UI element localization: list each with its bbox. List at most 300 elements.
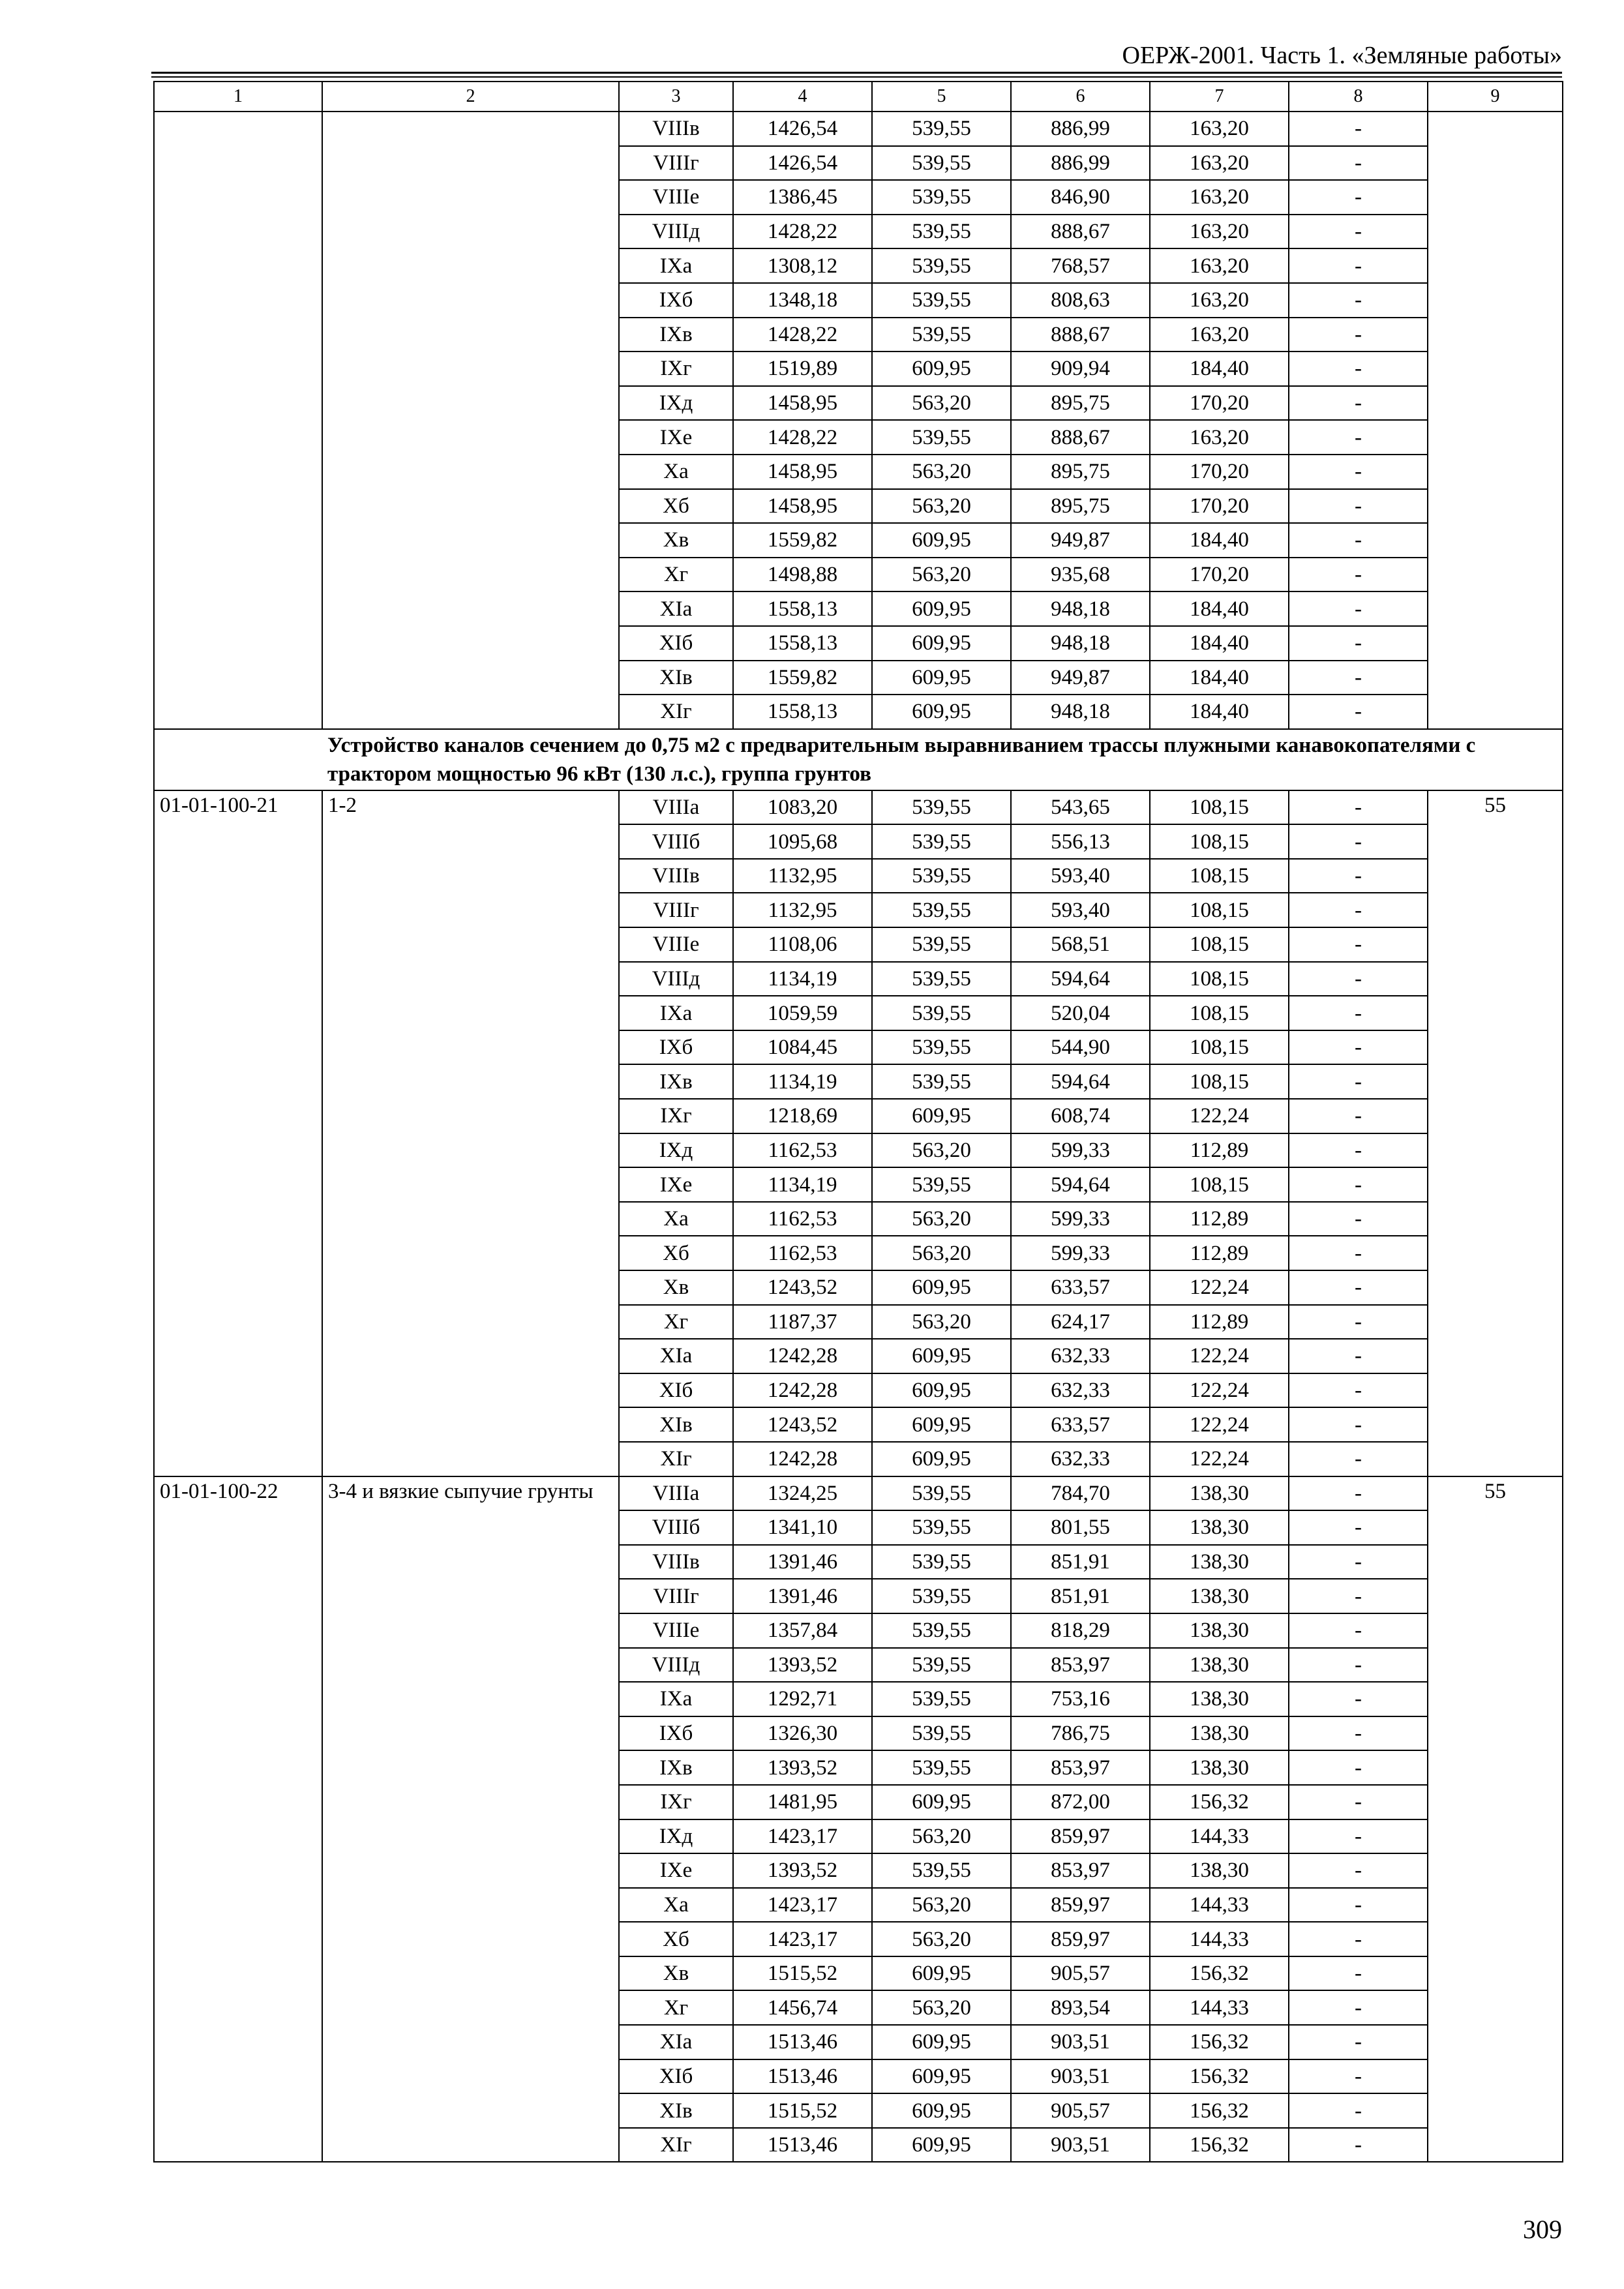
machines-cell: 846,90 [1011, 180, 1150, 215]
materials-cell: - [1289, 1236, 1428, 1270]
machines-cell: 633,57 [1011, 1407, 1150, 1442]
machines-cell: 599,33 [1011, 1202, 1150, 1236]
total-cost-cell: 1426,54 [733, 112, 872, 146]
machines-cell: 903,51 [1011, 2128, 1150, 2162]
machines-cell: 556,13 [1011, 824, 1150, 859]
zone-cell: Xв [619, 523, 733, 558]
total-cost-cell: 1428,22 [733, 215, 872, 249]
zone-cell: IXг [619, 1785, 733, 1819]
materials-cell: - [1289, 215, 1428, 249]
zone-cell: VIIIб [619, 1510, 733, 1545]
wages-cell: 563,20 [872, 1888, 1011, 1922]
materials-cell: - [1289, 1167, 1428, 1202]
machines-cell: 948,18 [1011, 626, 1150, 661]
machinist-wages-cell: 144,33 [1150, 1819, 1289, 1854]
total-cost-cell: 1162,53 [733, 1133, 872, 1168]
zone-cell: XIв [619, 2093, 733, 2128]
total-cost-cell: 1095,68 [733, 824, 872, 859]
wages-cell: 539,55 [872, 1167, 1011, 1202]
total-cost-cell: 1108,06 [733, 927, 872, 962]
machines-cell: 905,57 [1011, 2093, 1150, 2128]
machinist-wages-cell: 108,15 [1150, 1167, 1289, 1202]
machines-cell: 632,33 [1011, 1442, 1150, 1476]
machinist-wages-cell: 138,30 [1150, 1853, 1289, 1888]
wages-cell: 563,20 [872, 1236, 1011, 1270]
materials-cell: - [1289, 1407, 1428, 1442]
wages-cell: 539,55 [872, 1648, 1011, 1683]
wages-cell: 539,55 [872, 146, 1011, 181]
total-cost-cell: 1084,45 [733, 1030, 872, 1065]
machinist-wages-cell: 138,30 [1150, 1510, 1289, 1545]
materials-cell: - [1289, 962, 1428, 996]
materials-cell: - [1289, 2093, 1428, 2128]
total-cost-cell: 1242,28 [733, 1339, 872, 1373]
total-cost-cell: 1134,19 [733, 1167, 872, 1202]
materials-cell: - [1289, 1510, 1428, 1545]
table-row [154, 1476, 1563, 1511]
total-cost-cell: 1513,46 [733, 2059, 872, 2094]
materials-cell: - [1289, 455, 1428, 489]
machines-cell: 608,74 [1011, 1099, 1150, 1133]
norm-code-cell-continued [154, 112, 322, 729]
machinist-wages-cell: 170,20 [1150, 386, 1289, 421]
total-cost-cell: 1458,95 [733, 386, 872, 421]
total-cost-cell: 1162,53 [733, 1202, 872, 1236]
machinist-wages-cell: 122,24 [1150, 1270, 1289, 1305]
machines-cell: 888,67 [1011, 215, 1150, 249]
wages-cell: 609,95 [872, 1099, 1011, 1133]
zone-cell: VIIIг [619, 146, 733, 181]
machinist-wages-cell: 156,32 [1150, 2093, 1289, 2128]
machines-cell: 949,87 [1011, 523, 1150, 558]
machinist-wages-cell: 144,33 [1150, 1922, 1289, 1956]
materials-cell: - [1289, 2025, 1428, 2059]
total-cost-cell: 1458,95 [733, 455, 872, 489]
total-cost-cell: 1458,95 [733, 489, 872, 524]
wages-cell: 609,95 [872, 626, 1011, 661]
machinist-wages-cell: 156,32 [1150, 2025, 1289, 2059]
materials-cell: - [1289, 1064, 1428, 1099]
machinist-wages-cell: 156,32 [1150, 2128, 1289, 2162]
materials-cell: - [1289, 1030, 1428, 1065]
wages-cell: 563,20 [872, 386, 1011, 421]
machinist-wages-cell: 163,20 [1150, 180, 1289, 215]
wages-cell: 539,55 [872, 1716, 1011, 1751]
total-cost-cell: 1326,30 [733, 1716, 872, 1751]
materials-cell: - [1289, 1819, 1428, 1854]
machinist-wages-cell: 138,30 [1150, 1716, 1289, 1751]
zone-cell: Xг [619, 1990, 733, 2025]
machinist-wages-cell: 184,40 [1150, 352, 1289, 386]
materials-cell: - [1289, 1888, 1428, 1922]
machines-cell: 949,87 [1011, 661, 1150, 695]
zone-cell: VIIIв [619, 859, 733, 893]
total-cost-cell: 1391,46 [733, 1545, 872, 1579]
materials-cell: - [1289, 386, 1428, 421]
machines-cell: 893,54 [1011, 1990, 1150, 2025]
total-cost-cell: 1187,37 [733, 1305, 872, 1339]
materials-cell: - [1289, 283, 1428, 318]
total-cost-cell: 1134,19 [733, 962, 872, 996]
wages-cell: 563,20 [872, 1133, 1011, 1168]
wages-cell: 563,20 [872, 455, 1011, 489]
machines-cell: 903,51 [1011, 2059, 1150, 2094]
machines-cell: 948,18 [1011, 695, 1150, 729]
wages-cell: 539,55 [872, 790, 1011, 825]
wages-cell: 609,95 [872, 1785, 1011, 1819]
machines-cell: 593,40 [1011, 859, 1150, 893]
wages-cell: 609,95 [872, 2128, 1011, 2162]
total-cost-cell: 1519,89 [733, 352, 872, 386]
total-cost-cell: 1558,13 [733, 695, 872, 729]
total-cost-cell: 1481,95 [733, 1785, 872, 1819]
machines-cell: 593,40 [1011, 893, 1150, 927]
machines-cell: 786,75 [1011, 1716, 1150, 1751]
machinist-wages-cell: 138,30 [1150, 1579, 1289, 1613]
materials-cell: - [1289, 523, 1428, 558]
materials-cell: - [1289, 1099, 1428, 1133]
machinist-wages-cell: 138,30 [1150, 1476, 1289, 1511]
machinist-wages-cell: 138,30 [1150, 1545, 1289, 1579]
zone-cell: XIа [619, 591, 733, 626]
machinist-wages-cell: 163,20 [1150, 146, 1289, 181]
wages-cell: 539,55 [872, 1030, 1011, 1065]
column-number-row [154, 82, 1563, 112]
machines-cell: 886,99 [1011, 146, 1150, 181]
wages-cell: 539,55 [872, 1750, 1011, 1785]
wages-cell: 539,55 [872, 1853, 1011, 1888]
zone-cell: VIIIа [619, 1476, 733, 1511]
wages-cell: 609,95 [872, 1442, 1011, 1476]
machines-cell: 594,64 [1011, 1064, 1150, 1099]
total-cost-cell: 1515,52 [733, 2093, 872, 2128]
total-cost-cell: 1059,59 [733, 996, 872, 1030]
total-cost-cell: 1218,69 [733, 1099, 872, 1133]
zone-cell: XIа [619, 1339, 733, 1373]
zone-cell: Xб [619, 489, 733, 524]
col-number: 7 [1150, 82, 1289, 112]
wages-cell: 563,20 [872, 1990, 1011, 2025]
total-cost-cell: 1515,52 [733, 1956, 872, 1991]
machinist-wages-cell: 184,40 [1150, 591, 1289, 626]
machinist-wages-cell: 108,15 [1150, 1030, 1289, 1065]
machines-cell: 624,17 [1011, 1305, 1150, 1339]
wages-cell: 539,55 [872, 859, 1011, 893]
materials-cell: - [1289, 1373, 1428, 1408]
materials-cell: - [1289, 1750, 1428, 1785]
col-number: 2 [322, 82, 619, 112]
wages-cell: 609,95 [872, 1270, 1011, 1305]
materials-cell: - [1289, 1270, 1428, 1305]
machinist-wages-cell: 122,24 [1150, 1373, 1289, 1408]
machines-cell: 886,99 [1011, 112, 1150, 146]
norms-table [153, 81, 1563, 2162]
total-cost-cell: 1391,46 [733, 1579, 872, 1613]
col-number: 4 [733, 82, 872, 112]
materials-cell: - [1289, 112, 1428, 146]
materials-cell: - [1289, 1476, 1428, 1511]
machines-cell: 568,51 [1011, 927, 1150, 962]
zone-cell: Xб [619, 1236, 733, 1270]
materials-cell: - [1289, 1579, 1428, 1613]
total-cost-cell: 1357,84 [733, 1613, 872, 1648]
labor-cost-cell: 55 [1428, 790, 1563, 1476]
total-cost-cell: 1242,28 [733, 1373, 872, 1408]
materials-cell: - [1289, 1990, 1428, 2025]
total-cost-cell: 1428,22 [733, 318, 872, 352]
zone-cell: IXв [619, 318, 733, 352]
col-number: 8 [1289, 82, 1428, 112]
machinist-wages-cell: 170,20 [1150, 489, 1289, 524]
machinist-wages-cell: 122,24 [1150, 1339, 1289, 1373]
wages-cell: 539,55 [872, 1476, 1011, 1511]
wages-cell: 563,20 [872, 1819, 1011, 1854]
machinist-wages-cell: 170,20 [1150, 558, 1289, 592]
zone-cell: Xа [619, 1888, 733, 1922]
machines-cell: 895,75 [1011, 489, 1150, 524]
zone-cell: XIа [619, 2025, 733, 2059]
materials-cell: - [1289, 1133, 1428, 1168]
machinist-wages-cell: 184,40 [1150, 661, 1289, 695]
col-number: 3 [619, 82, 733, 112]
machinist-wages-cell: 156,32 [1150, 1956, 1289, 1991]
running-header: ОЕРЖ-2001. Часть 1. «Земляные работы» [1122, 42, 1562, 69]
machinist-wages-cell: 108,15 [1150, 859, 1289, 893]
total-cost-cell: 1242,28 [733, 1442, 872, 1476]
materials-cell: - [1289, 180, 1428, 215]
machines-cell: 859,97 [1011, 1888, 1150, 1922]
zone-cell: Xа [619, 1202, 733, 1236]
materials-cell: - [1289, 248, 1428, 283]
total-cost-cell: 1513,46 [733, 2128, 872, 2162]
wages-cell: 563,20 [872, 1305, 1011, 1339]
machines-cell: 851,91 [1011, 1545, 1150, 1579]
total-cost-cell: 1243,52 [733, 1270, 872, 1305]
materials-cell: - [1289, 318, 1428, 352]
zone-cell: XIб [619, 2059, 733, 2094]
section-row [154, 729, 1563, 790]
machinist-wages-cell: 108,15 [1150, 927, 1289, 962]
machinist-wages-cell: 108,15 [1150, 824, 1289, 859]
zone-cell: IXд [619, 1133, 733, 1168]
total-cost-cell: 1558,13 [733, 626, 872, 661]
zone-cell: IXг [619, 1099, 733, 1133]
zone-cell: XIб [619, 1373, 733, 1408]
zone-cell: VIIIб [619, 824, 733, 859]
machinist-wages-cell: 184,40 [1150, 523, 1289, 558]
machines-cell: 872,00 [1011, 1785, 1150, 1819]
zone-cell: VIIIд [619, 1648, 733, 1683]
machinist-wages-cell: 108,15 [1150, 893, 1289, 927]
zone-cell: VIIIе [619, 1613, 733, 1648]
machinist-wages-cell: 163,20 [1150, 283, 1289, 318]
materials-cell: - [1289, 790, 1428, 825]
norm-code-cell: 01-01-100-22 [154, 1476, 322, 2162]
machinist-wages-cell: 112,89 [1150, 1305, 1289, 1339]
machines-cell: 633,57 [1011, 1270, 1150, 1305]
machines-cell: 935,68 [1011, 558, 1150, 592]
zone-cell: IXб [619, 1030, 733, 1065]
machines-cell: 851,91 [1011, 1579, 1150, 1613]
wages-cell: 609,95 [872, 1956, 1011, 1991]
wages-cell: 539,55 [872, 962, 1011, 996]
total-cost-cell: 1083,20 [733, 790, 872, 825]
materials-cell: - [1289, 1545, 1428, 1579]
zone-cell: VIIIв [619, 1545, 733, 1579]
wages-cell: 539,55 [872, 996, 1011, 1030]
zone-cell: IXе [619, 420, 733, 455]
col-number: 6 [1011, 82, 1150, 112]
total-cost-cell: 1308,12 [733, 248, 872, 283]
materials-cell: - [1289, 1853, 1428, 1888]
zone-cell: XIг [619, 1442, 733, 1476]
materials-cell: - [1289, 420, 1428, 455]
machinist-wages-cell: 108,15 [1150, 1064, 1289, 1099]
machinist-wages-cell: 108,15 [1150, 996, 1289, 1030]
soil-group-cell: 3-4 и вязкие сыпучие грунты [322, 1476, 619, 2162]
machines-cell: 784,70 [1011, 1476, 1150, 1511]
machinist-wages-cell: 156,32 [1150, 1785, 1289, 1819]
materials-cell: - [1289, 2128, 1428, 2162]
materials-cell: - [1289, 558, 1428, 592]
col-number: 9 [1428, 82, 1563, 112]
wages-cell: 539,55 [872, 893, 1011, 927]
total-cost-cell: 1386,45 [733, 180, 872, 215]
wages-cell: 539,55 [872, 112, 1011, 146]
zone-cell: VIIIд [619, 215, 733, 249]
materials-cell: - [1289, 591, 1428, 626]
machinist-wages-cell: 138,30 [1150, 1750, 1289, 1785]
machines-cell: 544,90 [1011, 1030, 1150, 1065]
total-cost-cell: 1498,88 [733, 558, 872, 592]
total-cost-cell: 1428,22 [733, 420, 872, 455]
total-cost-cell: 1423,17 [733, 1819, 872, 1854]
machines-cell: 818,29 [1011, 1613, 1150, 1648]
machines-cell: 599,33 [1011, 1133, 1150, 1168]
machinist-wages-cell: 144,33 [1150, 1888, 1289, 1922]
wages-cell: 609,95 [872, 1373, 1011, 1408]
machinist-wages-cell: 163,20 [1150, 112, 1289, 146]
machines-cell: 888,67 [1011, 420, 1150, 455]
materials-cell: - [1289, 1202, 1428, 1236]
total-cost-cell: 1558,13 [733, 591, 872, 626]
total-cost-cell: 1132,95 [733, 893, 872, 927]
total-cost-cell: 1456,74 [733, 1990, 872, 2025]
machinist-wages-cell: 163,20 [1150, 420, 1289, 455]
header-rule [151, 72, 1562, 74]
wages-cell: 539,55 [872, 215, 1011, 249]
total-cost-cell: 1513,46 [733, 2025, 872, 2059]
machinist-wages-cell: 108,15 [1150, 962, 1289, 996]
materials-cell: - [1289, 1305, 1428, 1339]
wages-cell: 539,55 [872, 1510, 1011, 1545]
wages-cell: 539,55 [872, 1064, 1011, 1099]
machinist-wages-cell: 112,89 [1150, 1133, 1289, 1168]
wages-cell: 539,55 [872, 824, 1011, 859]
wages-cell: 609,95 [872, 352, 1011, 386]
wages-cell: 539,55 [872, 318, 1011, 352]
zone-cell: IXа [619, 996, 733, 1030]
zone-cell: Xг [619, 1305, 733, 1339]
zone-cell: VIIIе [619, 180, 733, 215]
zone-cell: IXг [619, 352, 733, 386]
soil-group-cell: 1-2 [322, 790, 619, 1476]
wages-cell: 539,55 [872, 248, 1011, 283]
machines-cell: 909,94 [1011, 352, 1150, 386]
machines-cell: 895,75 [1011, 386, 1150, 421]
machines-cell: 948,18 [1011, 591, 1150, 626]
soil-group-cell-continued [322, 112, 619, 729]
header-rule-secondary [151, 76, 1562, 78]
materials-cell: - [1289, 927, 1428, 962]
section-code-cell [154, 729, 322, 790]
total-cost-cell: 1393,52 [733, 1853, 872, 1888]
machinist-wages-cell: 122,24 [1150, 1442, 1289, 1476]
machinist-wages-cell: 112,89 [1150, 1202, 1289, 1236]
wages-cell: 609,95 [872, 1339, 1011, 1373]
zone-cell: XIб [619, 626, 733, 661]
total-cost-cell: 1162,53 [733, 1236, 872, 1270]
zone-cell: Xв [619, 1270, 733, 1305]
wages-cell: 609,95 [872, 695, 1011, 729]
zone-cell: IXа [619, 1682, 733, 1716]
wages-cell: 539,55 [872, 1613, 1011, 1648]
wages-cell: 539,55 [872, 927, 1011, 962]
wages-cell: 563,20 [872, 1202, 1011, 1236]
materials-cell: - [1289, 1922, 1428, 1956]
machinist-wages-cell: 163,20 [1150, 318, 1289, 352]
total-cost-cell: 1426,54 [733, 146, 872, 181]
zone-cell: VIIIе [619, 927, 733, 962]
machines-cell: 768,57 [1011, 248, 1150, 283]
machines-cell: 895,75 [1011, 455, 1150, 489]
machines-cell: 808,63 [1011, 283, 1150, 318]
total-cost-cell: 1243,52 [733, 1407, 872, 1442]
zone-cell: VIIIг [619, 893, 733, 927]
materials-cell: - [1289, 661, 1428, 695]
wages-cell: 539,55 [872, 1682, 1011, 1716]
wages-cell: 539,55 [872, 1545, 1011, 1579]
total-cost-cell: 1559,82 [733, 523, 872, 558]
machinist-wages-cell: 138,30 [1150, 1613, 1289, 1648]
zone-cell: IXб [619, 1716, 733, 1751]
machinist-wages-cell: 138,30 [1150, 1648, 1289, 1683]
machines-cell: 853,97 [1011, 1648, 1150, 1683]
total-cost-cell: 1341,10 [733, 1510, 872, 1545]
zone-cell: VIIIв [619, 112, 733, 146]
materials-cell: - [1289, 1442, 1428, 1476]
zone-cell: VIIIа [619, 790, 733, 825]
materials-cell: - [1289, 489, 1428, 524]
machines-cell: 632,33 [1011, 1339, 1150, 1373]
table-row [154, 790, 1563, 825]
wages-cell: 609,95 [872, 2059, 1011, 2094]
machines-cell: 594,64 [1011, 1167, 1150, 1202]
materials-cell: - [1289, 1956, 1428, 1991]
zone-cell: IXа [619, 248, 733, 283]
zone-cell: IXе [619, 1853, 733, 1888]
machinist-wages-cell: 184,40 [1150, 626, 1289, 661]
machinist-wages-cell: 156,32 [1150, 2059, 1289, 2094]
zone-cell: VIIIг [619, 1579, 733, 1613]
machinist-wages-cell: 122,24 [1150, 1407, 1289, 1442]
machines-cell: 853,97 [1011, 1750, 1150, 1785]
machines-cell: 594,64 [1011, 962, 1150, 996]
total-cost-cell: 1324,25 [733, 1476, 872, 1511]
materials-cell: - [1289, 695, 1428, 729]
wages-cell: 609,95 [872, 523, 1011, 558]
machinist-wages-cell: 184,40 [1150, 695, 1289, 729]
